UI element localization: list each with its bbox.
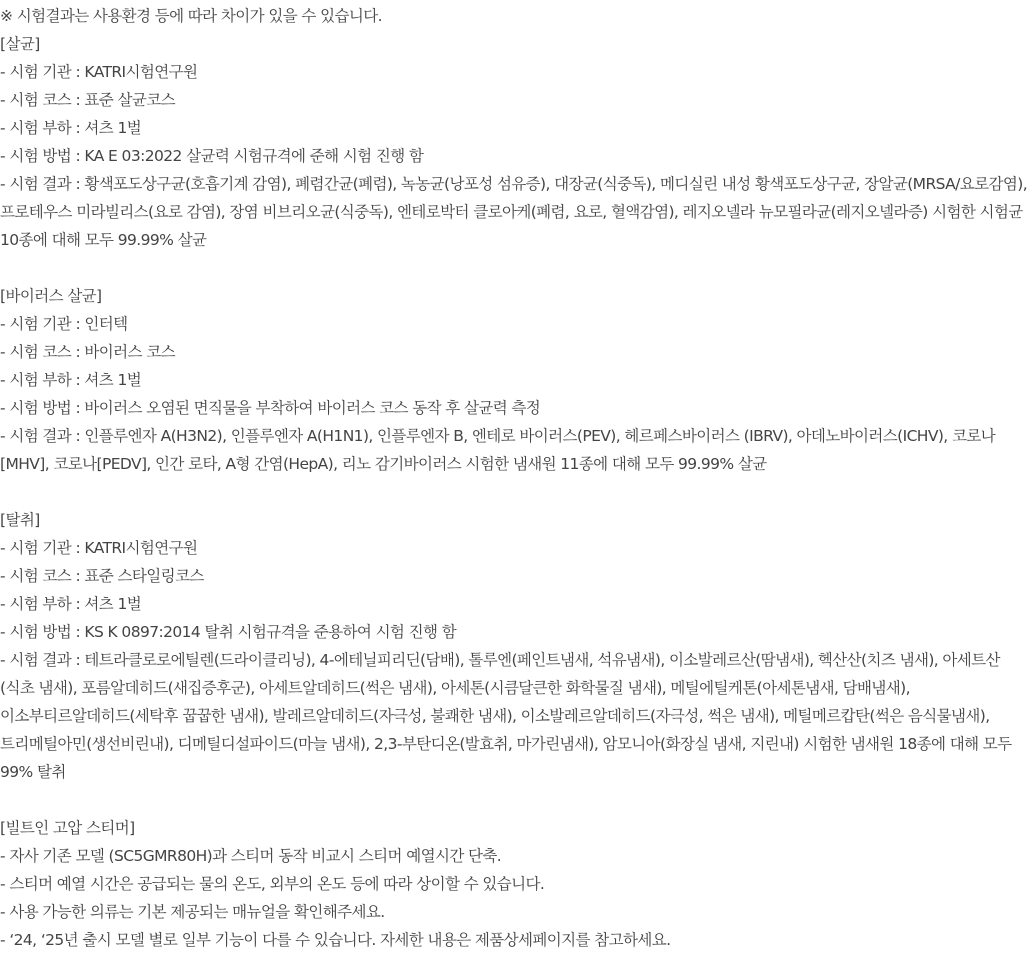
steamer-note: - ‘24, ‘25년 출시 모델 별로 일부 기능이 다를 수 있습니다. 자세한 내용은 제품상세페이지를 참고하세요.	[0, 931, 671, 949]
section-spacer	[0, 478, 1028, 506]
notice-text: ※ 시험결과는 사용환경 등에 따라 차이가 있을 수 있습니다.	[0, 7, 382, 25]
section-virus-sterilization	[0, 282, 1028, 478]
test-course: - 시험 코스 : 표준 스타일링코스	[0, 567, 204, 585]
steamer-note: - 자사 기존 모델 (SC5GMR80H)과 스티머 동작 비교시 스티머 예열시간 단축.	[0, 847, 502, 865]
test-course: - 시험 코스 : 바이러스 코스	[0, 343, 175, 361]
test-result: - 시험 결과 : 황색포도상구균(호흡기계 감염), 폐렴간균(폐렴), 녹농균(낭포성 섬유증), 대장균(식중독), 메디실린 내성 황색포도상구균, 장알균(MRSA/요로감염), 프로테우스 미라빌리스(요로 감염), 장염 비브리오균(식중독), 엔테로박터 클로아케(폐렴, 요로, 혈액감염), 레지오넬라 뉴모필라균(레지오넬라증) 시험한 시험균 10종에 대해 모두 99.99% 살균	[0, 175, 1028, 249]
test-course: - 시험 코스 : 표준 살균코스	[0, 91, 175, 109]
test-load: - 시험 부하 : 셔츠 1벌	[0, 371, 142, 389]
test-institution: - 시험 기관 : KATRI시험연구원	[0, 63, 198, 81]
section-sterilization	[0, 30, 1028, 254]
test-load: - 시험 부하 : 셔츠 1벌	[0, 595, 142, 613]
section-spacer	[0, 254, 1028, 282]
section-title: [바이러스 살균]	[0, 287, 102, 305]
section-builtin-steamer	[0, 814, 1028, 954]
test-load: - 시험 부하 : 셔츠 1벌	[0, 119, 142, 137]
section-title: [빌트인 고압 스티머]	[0, 819, 135, 837]
test-method: - 시험 방법 : KS K 0897:2014 탈취 시험규격을 준용하여 시험 진행 함	[0, 623, 457, 641]
section-deodorization	[0, 506, 1028, 786]
test-method: - 시험 방법 : KA E 03:2022 살균력 시험규격에 준해 시험 진행 함	[0, 147, 424, 165]
section-title: [탈취]	[0, 511, 40, 529]
test-institution: - 시험 기관 : KATRI시험연구원	[0, 539, 198, 557]
section-title: [살균]	[0, 35, 40, 53]
test-result: - 시험 결과 : 인플루엔자 A(H3N2), 인플루엔자 A(H1N1), 인플루엔자 B, 엔테로 바이러스(PEV), 헤르페스바이러스 (IBRV), 아데노바이러스(ICHV), 코로나[MHV], 코로나[PEDV], 인간 로타, A형 간염(HepA), 리노 감기바이러스 시험한 냄새원 11종에 대해 모두 99.99% 살균	[0, 427, 996, 473]
test-method: - 시험 방법 : 바이러스 오염된 면직물을 부착하여 바이러스 코스 동작 후 살균력 측정	[0, 399, 541, 417]
section-spacer	[0, 786, 1028, 814]
test-result: - 시험 결과 : 테트라클로로에틸렌(드라이클리닝), 4-에테닐피리딘(담배), 톨루엔(페인트냄새, 석유냄새), 이소발레르산(땀냄새), 헥산산(치즈 냄새), 아세트산(식초 냄새), 포름알데히드(새집증후군), 아세트알데히드(썩은 냄새), 아세톤(시큼달큰한 화학물질 냄새), 메틸에틸케톤(아세톤냄새, 담배냄새), 이소부티르알데히드(세탁후 꿉꿉한 냄새), 발레르알데히드(자극성, 불쾌한 냄새), 이소발레르알데히드(자극성, 썩은 냄새), 메틸메르캅탄(썩은 음식물냄새), 트리메틸아민(생선비린내), 디메틸디설파이드(마늘 냄새), 2,3-부탄디온(발효취, 마가린냄새), 암모니아(화장실 냄새, 지린내) 시험한 냄새원 18종에 대해 모두 99% 탈취	[0, 651, 1012, 781]
steamer-note: - 스티머 예열 시간은 공급되는 물의 온도, 외부의 온도 등에 따라 상이할 수 있습니다.	[0, 875, 545, 893]
steamer-note: - 사용 가능한 의류는 기본 제공되는 매뉴얼을 확인해주세요.	[0, 903, 385, 921]
test-institution: - 시험 기관 : 인터텍	[0, 315, 128, 333]
